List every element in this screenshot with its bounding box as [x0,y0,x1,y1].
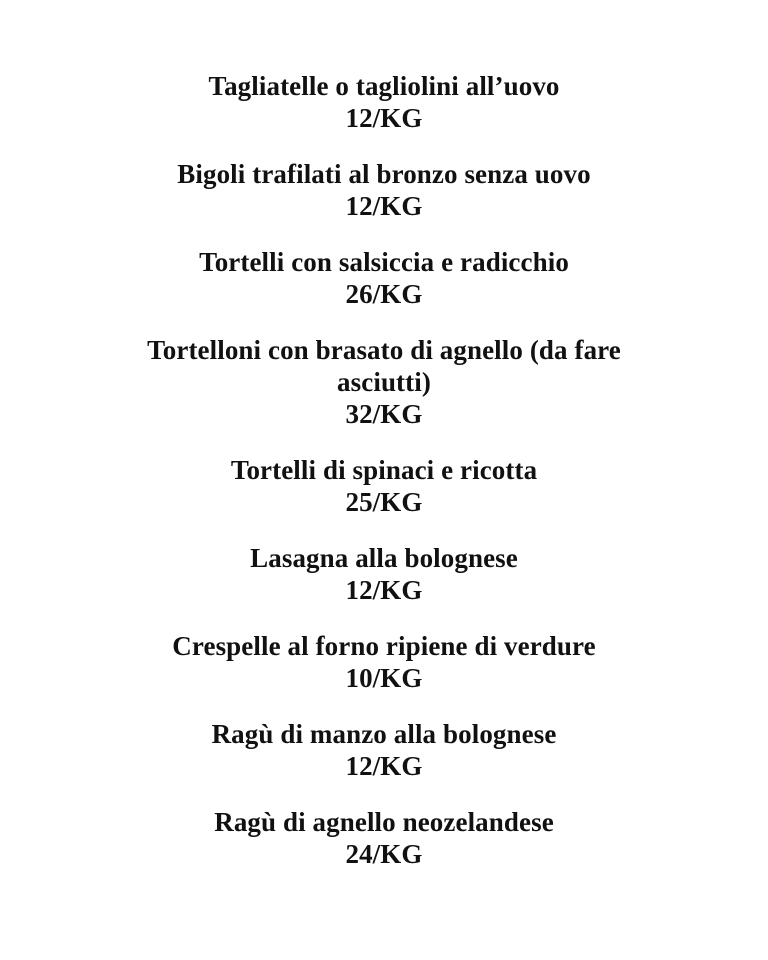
menu-item-name: Ragù di agnello neozelandese [214,807,554,837]
menu-item-name: Tortelloni con brasato di agnello (da fare asciutti) [147,335,621,397]
menu-item-tortelli-spinaci [0,454,768,518]
menu-item-price: 25/KG [345,487,423,517]
menu-item-name: Tortelli con salsiccia e radicchio [199,247,569,277]
menu-item-tortelli-salsiccia [0,246,768,310]
menu-item-bigoli [0,158,768,222]
menu-item-crespelle [0,630,768,694]
menu-item-name: Tortelli di spinaci e ricotta [230,455,538,485]
menu-item-name: Lasagna alla bolognese [250,543,518,573]
menu-item-price: 24/KG [345,839,423,869]
menu-item-price: 12/KG [345,103,423,133]
menu-item-price: 12/KG [345,191,423,221]
menu-item-ragu-manzo [0,718,768,782]
menu-item-name: Crespelle al forno ripiene di verdure [172,631,596,661]
menu-item-price: 12/KG [345,751,423,781]
menu-item-price: 10/KG [345,663,423,693]
menu-item-name: Ragù di manzo alla bolognese [211,719,557,749]
menu-list [0,70,768,894]
menu-item-ragu-agnello [0,806,768,870]
menu-item-lasagna [0,542,768,606]
menu-item-price: 26/KG [345,279,423,309]
menu-item-name: Tagliatelle o tagliolini all’uovo [208,71,560,101]
menu-item-tortelloni-agnello [0,334,768,430]
menu-item-price: 12/KG [345,575,423,605]
menu-item-name: Bigoli trafilati al bronzo senza uovo [177,159,591,189]
menu-item-tagliatelle [0,70,768,134]
menu-item-price: 32/KG [345,399,423,429]
